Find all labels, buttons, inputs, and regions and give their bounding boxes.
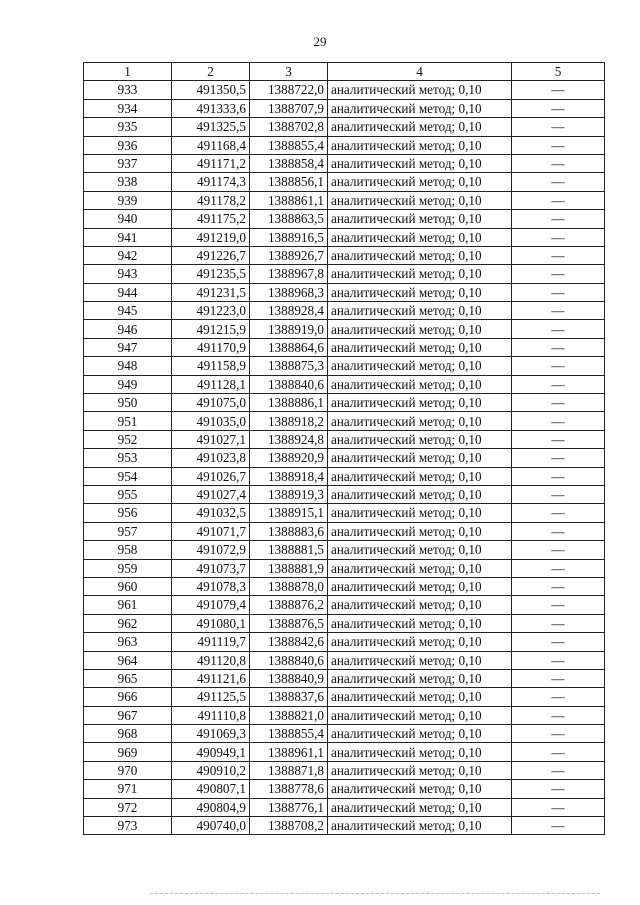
table-row [84,430,605,448]
method-cell: аналитический метод; 0,10 [328,375,512,393]
method-cell: аналитический метод; 0,10 [328,614,512,632]
table-row [84,118,605,136]
x-coordinate-cell: 491168,4 [172,136,250,154]
point-number-cell: 935 [84,118,172,136]
y-coordinate-cell: 1388708,2 [250,817,328,835]
header-col-1: 1 [84,63,172,81]
x-coordinate-cell: 491069,3 [172,725,250,743]
method-cell: аналитический метод; 0,10 [328,761,512,779]
dash-cell: — [512,99,605,117]
dash-cell: — [512,246,605,264]
y-coordinate-cell: 1388968,3 [250,283,328,301]
point-number-cell: 943 [84,265,172,283]
point-number-cell: 956 [84,504,172,522]
table-row [84,780,605,798]
point-number-cell: 947 [84,338,172,356]
method-cell: аналитический метод; 0,10 [328,780,512,798]
table-row [84,467,605,485]
y-coordinate-cell: 1388924,8 [250,430,328,448]
point-number-cell: 959 [84,559,172,577]
point-number-cell: 964 [84,651,172,669]
method-cell: аналитический метод; 0,10 [328,118,512,136]
method-cell: аналитический метод; 0,10 [328,283,512,301]
dash-cell: — [512,412,605,430]
point-number-cell: 937 [84,154,172,172]
y-coordinate-cell: 1388881,5 [250,541,328,559]
dash-cell: — [512,154,605,172]
dash-cell: — [512,485,605,503]
table-row [84,283,605,301]
y-coordinate-cell: 1388918,4 [250,467,328,485]
dash-cell: — [512,798,605,816]
dash-cell: — [512,559,605,577]
point-number-cell: 951 [84,412,172,430]
x-coordinate-cell: 491350,5 [172,81,250,99]
x-coordinate-cell: 491027,4 [172,485,250,503]
dash-cell: — [512,173,605,191]
x-coordinate-cell: 491023,8 [172,449,250,467]
method-cell: аналитический метод; 0,10 [328,357,512,375]
dash-cell: — [512,394,605,412]
y-coordinate-cell: 1388722,0 [250,81,328,99]
dash-cell: — [512,210,605,228]
dash-cell: — [512,265,605,283]
method-cell: аналитический метод; 0,10 [328,412,512,430]
dash-cell: — [512,302,605,320]
x-coordinate-cell: 491071,7 [172,522,250,540]
x-coordinate-cell: 491215,9 [172,320,250,338]
method-cell: аналитический метод; 0,10 [328,246,512,264]
y-coordinate-cell: 1388886,1 [250,394,328,412]
y-coordinate-cell: 1388967,8 [250,265,328,283]
table-row [84,154,605,172]
method-cell: аналитический метод; 0,10 [328,191,512,209]
method-cell: аналитический метод; 0,10 [328,99,512,117]
method-cell: аналитический метод; 0,10 [328,817,512,835]
x-coordinate-cell: 491158,9 [172,357,250,375]
x-coordinate-cell: 491174,3 [172,173,250,191]
method-cell: аналитический метод; 0,10 [328,798,512,816]
method-cell: аналитический метод; 0,10 [328,743,512,761]
method-cell: аналитический метод; 0,10 [328,559,512,577]
y-coordinate-cell: 1388878,0 [250,577,328,595]
x-coordinate-cell: 491219,0 [172,228,250,246]
x-coordinate-cell: 491120,8 [172,651,250,669]
y-coordinate-cell: 1388918,2 [250,412,328,430]
table-row [84,320,605,338]
coordinates-table [83,62,605,835]
x-coordinate-cell: 491231,5 [172,283,250,301]
method-cell: аналитический метод; 0,10 [328,596,512,614]
x-coordinate-cell: 491223,0 [172,302,250,320]
point-number-cell: 968 [84,725,172,743]
dash-cell: — [512,633,605,651]
table-row [84,412,605,430]
point-number-cell: 934 [84,99,172,117]
y-coordinate-cell: 1388871,8 [250,761,328,779]
table-row [84,191,605,209]
method-cell: аналитический метод; 0,10 [328,541,512,559]
method-cell: аналитический метод; 0,10 [328,210,512,228]
method-cell: аналитический метод; 0,10 [328,669,512,687]
dash-cell: — [512,228,605,246]
point-number-cell: 945 [84,302,172,320]
header-col-5: 5 [512,63,605,81]
method-cell: аналитический метод; 0,10 [328,633,512,651]
method-cell: аналитический метод; 0,10 [328,302,512,320]
method-cell: аналитический метод; 0,10 [328,725,512,743]
x-coordinate-cell: 491333,6 [172,99,250,117]
x-coordinate-cell: 491032,5 [172,504,250,522]
header-col-4: 4 [328,63,512,81]
y-coordinate-cell: 1388919,0 [250,320,328,338]
table-row [84,302,605,320]
x-coordinate-cell: 491175,2 [172,210,250,228]
point-number-cell: 940 [84,210,172,228]
y-coordinate-cell: 1388840,6 [250,375,328,393]
method-cell: аналитический метод; 0,10 [328,338,512,356]
x-coordinate-cell: 491325,5 [172,118,250,136]
y-coordinate-cell: 1388961,1 [250,743,328,761]
table-row [84,375,605,393]
x-coordinate-cell: 491073,7 [172,559,250,577]
method-cell: аналитический метод; 0,10 [328,449,512,467]
point-number-cell: 942 [84,246,172,264]
y-coordinate-cell: 1388778,6 [250,780,328,798]
dash-cell: — [512,743,605,761]
dash-cell: — [512,136,605,154]
table-row [84,357,605,375]
point-number-cell: 952 [84,430,172,448]
point-number-cell: 946 [84,320,172,338]
x-coordinate-cell: 490949,1 [172,743,250,761]
x-coordinate-cell: 490804,9 [172,798,250,816]
x-coordinate-cell: 491072,9 [172,541,250,559]
dash-cell: — [512,320,605,338]
y-coordinate-cell: 1388920,9 [250,449,328,467]
method-cell: аналитический метод; 0,10 [328,394,512,412]
table-row [84,210,605,228]
dash-cell: — [512,614,605,632]
dash-cell: — [512,375,605,393]
point-number-cell: 933 [84,81,172,99]
x-coordinate-cell: 490740,0 [172,817,250,835]
page-number: 29 [313,34,327,49]
method-cell: аналитический метод; 0,10 [328,320,512,338]
method-cell: аналитический метод; 0,10 [328,81,512,99]
x-coordinate-cell: 491026,7 [172,467,250,485]
method-cell: аналитический метод; 0,10 [328,173,512,191]
header-col-2: 2 [172,63,250,81]
y-coordinate-cell: 1388881,9 [250,559,328,577]
y-coordinate-cell: 1388876,5 [250,614,328,632]
y-coordinate-cell: 1388707,9 [250,99,328,117]
y-coordinate-cell: 1388856,1 [250,173,328,191]
x-coordinate-cell: 491027,1 [172,430,250,448]
y-coordinate-cell: 1388875,3 [250,357,328,375]
x-coordinate-cell: 491171,2 [172,154,250,172]
method-cell: аналитический метод; 0,10 [328,136,512,154]
point-number-cell: 958 [84,541,172,559]
y-coordinate-cell: 1388861,1 [250,191,328,209]
dash-cell: — [512,817,605,835]
table-row [84,817,605,835]
table-row [84,136,605,154]
method-cell: аналитический метод; 0,10 [328,228,512,246]
point-number-cell: 971 [84,780,172,798]
point-number-cell: 954 [84,467,172,485]
dash-cell: — [512,669,605,687]
point-number-cell: 969 [84,743,172,761]
table-row [84,596,605,614]
dash-cell: — [512,706,605,724]
y-coordinate-cell: 1388864,6 [250,338,328,356]
table-row [84,743,605,761]
table-row [84,688,605,706]
table-row [84,265,605,283]
dash-cell: — [512,191,605,209]
dash-cell: — [512,118,605,136]
point-number-cell: 970 [84,761,172,779]
x-coordinate-cell: 491170,9 [172,338,250,356]
point-number-cell: 950 [84,394,172,412]
dash-cell: — [512,541,605,559]
dash-cell: — [512,651,605,669]
method-cell: аналитический метод; 0,10 [328,522,512,540]
x-coordinate-cell: 491079,4 [172,596,250,614]
x-coordinate-cell: 491235,5 [172,265,250,283]
method-cell: аналитический метод; 0,10 [328,688,512,706]
y-coordinate-cell: 1388916,5 [250,228,328,246]
x-coordinate-cell: 491119,7 [172,633,250,651]
y-coordinate-cell: 1388837,6 [250,688,328,706]
point-number-cell: 941 [84,228,172,246]
point-number-cell: 938 [84,173,172,191]
point-number-cell: 965 [84,669,172,687]
point-number-cell: 936 [84,136,172,154]
x-coordinate-cell: 491080,1 [172,614,250,632]
point-number-cell: 953 [84,449,172,467]
x-coordinate-cell: 490910,2 [172,761,250,779]
table-row [84,522,605,540]
y-coordinate-cell: 1388855,4 [250,725,328,743]
y-coordinate-cell: 1388840,9 [250,669,328,687]
table-row [84,173,605,191]
scan-artifact-line [150,893,600,895]
method-cell: аналитический метод; 0,10 [328,504,512,522]
point-number-cell: 939 [84,191,172,209]
y-coordinate-cell: 1388855,4 [250,136,328,154]
point-number-cell: 962 [84,614,172,632]
y-coordinate-cell: 1388863,5 [250,210,328,228]
table-header-row [84,63,605,81]
table-row [84,504,605,522]
y-coordinate-cell: 1388840,6 [250,651,328,669]
dash-cell: — [512,449,605,467]
point-number-cell: 967 [84,706,172,724]
y-coordinate-cell: 1388702,8 [250,118,328,136]
table-row [84,449,605,467]
dash-cell: — [512,577,605,595]
table-row [84,559,605,577]
point-number-cell: 966 [84,688,172,706]
dash-cell: — [512,81,605,99]
table-row [84,614,605,632]
dash-cell: — [512,780,605,798]
dash-cell: — [512,430,605,448]
table-row [84,99,605,117]
table-row [84,394,605,412]
dash-cell: — [512,338,605,356]
point-number-cell: 961 [84,596,172,614]
point-number-cell: 955 [84,485,172,503]
table-row [84,669,605,687]
dash-cell: — [512,761,605,779]
x-coordinate-cell: 491110,8 [172,706,250,724]
table-row [84,633,605,651]
y-coordinate-cell: 1388883,6 [250,522,328,540]
point-number-cell: 960 [84,577,172,595]
table-row [84,228,605,246]
table-row [84,798,605,816]
header-col-3: 3 [250,63,328,81]
y-coordinate-cell: 1388821,0 [250,706,328,724]
y-coordinate-cell: 1388858,4 [250,154,328,172]
table-row [84,761,605,779]
method-cell: аналитический метод; 0,10 [328,154,512,172]
dash-cell: — [512,504,605,522]
table-row [84,651,605,669]
method-cell: аналитический метод; 0,10 [328,706,512,724]
y-coordinate-cell: 1388842,6 [250,633,328,651]
table-row [84,246,605,264]
dash-cell: — [512,522,605,540]
table-row [84,541,605,559]
method-cell: аналитический метод; 0,10 [328,485,512,503]
x-coordinate-cell: 491078,3 [172,577,250,595]
dash-cell: — [512,596,605,614]
point-number-cell: 948 [84,357,172,375]
x-coordinate-cell: 490807,1 [172,780,250,798]
dash-cell: — [512,357,605,375]
table-row [84,81,605,99]
point-number-cell: 973 [84,817,172,835]
method-cell: аналитический метод; 0,10 [328,265,512,283]
dash-cell: — [512,725,605,743]
y-coordinate-cell: 1388915,1 [250,504,328,522]
table-row [84,725,605,743]
point-number-cell: 949 [84,375,172,393]
x-coordinate-cell: 491035,0 [172,412,250,430]
method-cell: аналитический метод; 0,10 [328,430,512,448]
table-row [84,485,605,503]
point-number-cell: 944 [84,283,172,301]
x-coordinate-cell: 491075,0 [172,394,250,412]
y-coordinate-cell: 1388926,7 [250,246,328,264]
dash-cell: — [512,467,605,485]
y-coordinate-cell: 1388919,3 [250,485,328,503]
x-coordinate-cell: 491125,5 [172,688,250,706]
y-coordinate-cell: 1388876,2 [250,596,328,614]
table-row [84,338,605,356]
x-coordinate-cell: 491121,6 [172,669,250,687]
x-coordinate-cell: 491226,7 [172,246,250,264]
point-number-cell: 957 [84,522,172,540]
method-cell: аналитический метод; 0,10 [328,651,512,669]
table-row [84,706,605,724]
y-coordinate-cell: 1388776,1 [250,798,328,816]
x-coordinate-cell: 491128,1 [172,375,250,393]
y-coordinate-cell: 1388928,4 [250,302,328,320]
dash-cell: — [512,688,605,706]
dash-cell: — [512,283,605,301]
table-body [84,81,605,835]
point-number-cell: 963 [84,633,172,651]
point-number-cell: 972 [84,798,172,816]
method-cell: аналитический метод; 0,10 [328,577,512,595]
table-row [84,577,605,595]
method-cell: аналитический метод; 0,10 [328,467,512,485]
x-coordinate-cell: 491178,2 [172,191,250,209]
